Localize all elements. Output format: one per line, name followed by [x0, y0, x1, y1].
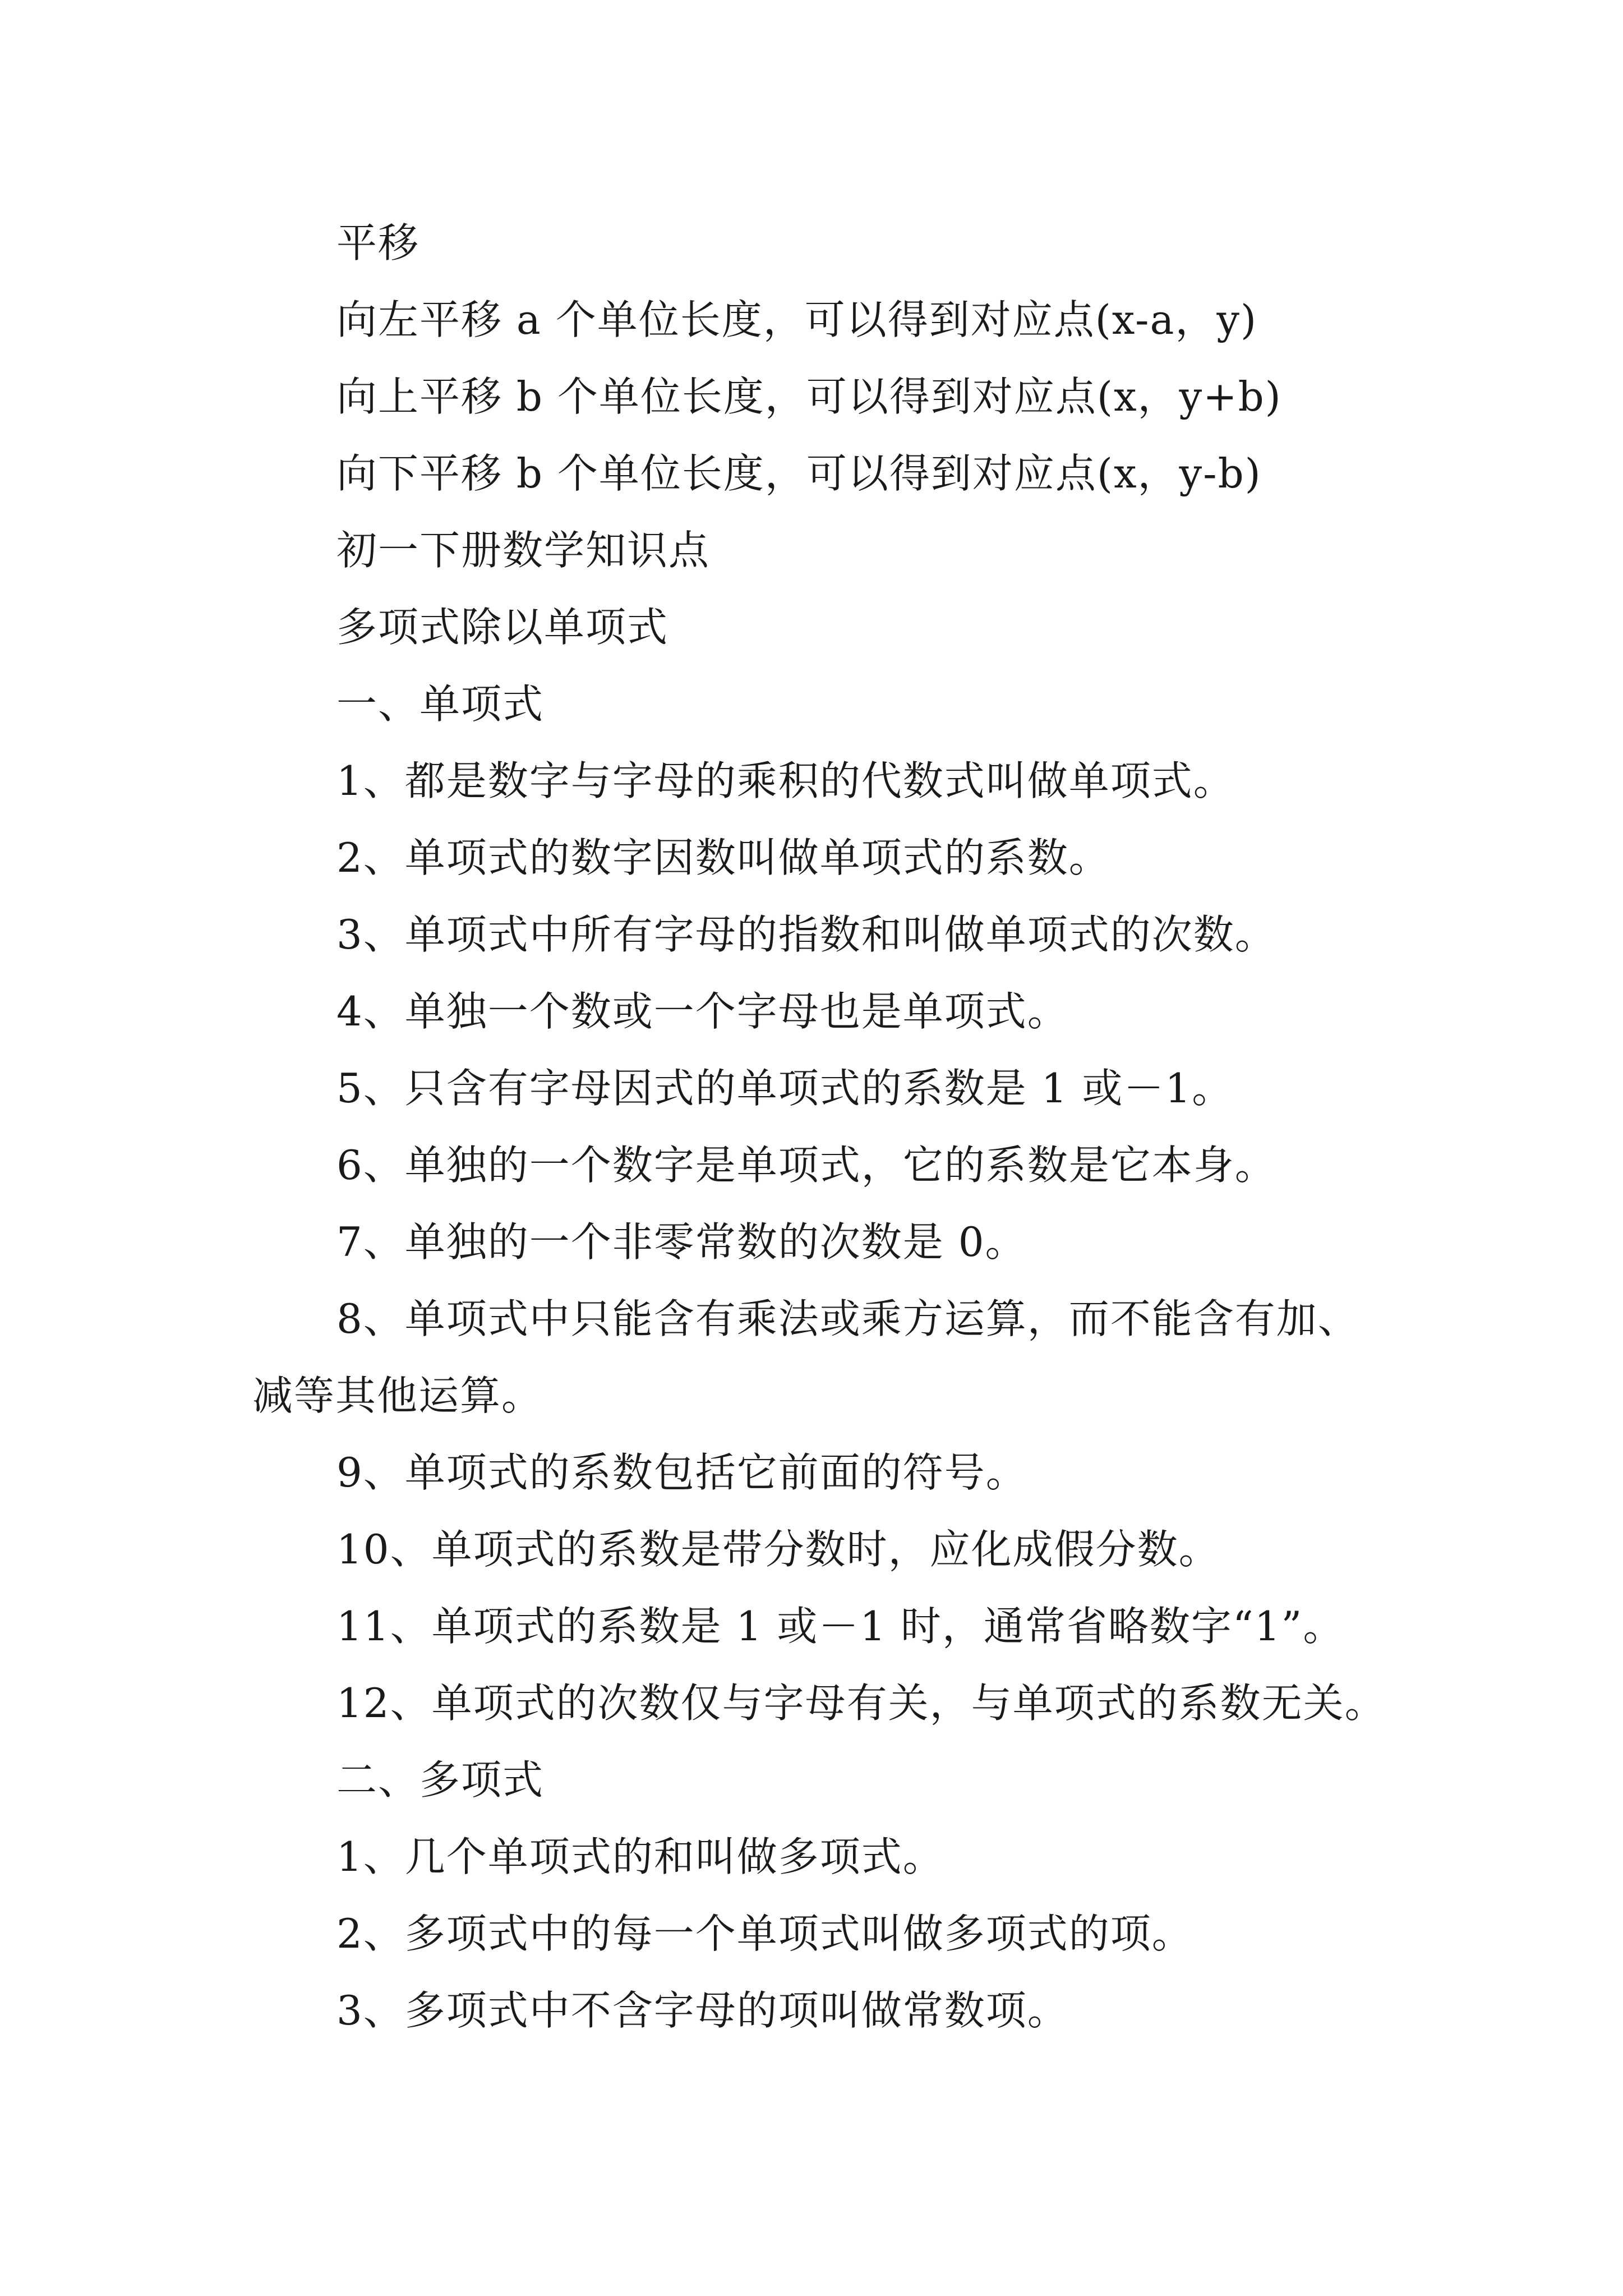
list-item: 1、都是数字与字母的乘积的代数式叫做单项式。 — [336, 757, 1235, 804]
section-heading-polynomial: 二、多项式 — [336, 1756, 545, 1803]
list-item: 9、单项式的系数包括它前面的符号。 — [336, 1449, 1027, 1496]
list-item: 2、多项式中的每一个单项式叫做多项式的项。 — [336, 1910, 1193, 1957]
list-item-continuation: 减等其他运算。 — [252, 1372, 543, 1419]
section-heading-monomial: 一、单项式 — [336, 680, 545, 728]
list-item: 8、单项式中只能含有乘法或乘方运算，而不能含有加、 — [336, 1295, 1359, 1342]
heading-knowledge-points: 初一下册数学知识点 — [336, 527, 711, 574]
list-item: 6、单独的一个数字是单项式，它的系数是它本身。 — [336, 1142, 1276, 1189]
list-item: 10、单项式的系数是带分数时，应化成假分数。 — [336, 1526, 1220, 1573]
list-item: 11、单项式的系数是 1 或－1 时，通常省略数字“1”。 — [336, 1603, 1345, 1650]
list-item: 1、几个单项式的和叫做多项式。 — [336, 1833, 944, 1880]
list-item: 5、只含有字母因式的单项式的系数是 1 或－1。 — [336, 1065, 1234, 1112]
list-item: 3、单项式中所有字母的指数和叫做单项式的次数。 — [336, 911, 1276, 958]
heading-translation: 平移 — [336, 219, 420, 266]
text-line: 向上平移 b 个单位长度，可以得到对应点(x，y+b) — [336, 373, 1282, 420]
list-item: 3、多项式中不含字母的项叫做常数项。 — [336, 1987, 1069, 2034]
heading-polynomial-division: 多项式除以单项式 — [336, 604, 669, 651]
text-line: 向下平移 b 个单位长度，可以得到对应点(x，y-b) — [336, 450, 1262, 497]
list-item: 7、单独的一个非零常数的次数是 0。 — [336, 1218, 1027, 1266]
list-item: 12、单项式的次数仅与字母有关，与单项式的系数无关。 — [336, 1680, 1386, 1727]
list-item: 2、单项式的数字因数叫做单项式的系数。 — [336, 834, 1110, 881]
text-line: 向左平移 a 个单位长度，可以得到对应点(x-a，y) — [336, 296, 1258, 343]
list-item: 4、单独一个数或一个字母也是单项式。 — [336, 988, 1069, 1035]
